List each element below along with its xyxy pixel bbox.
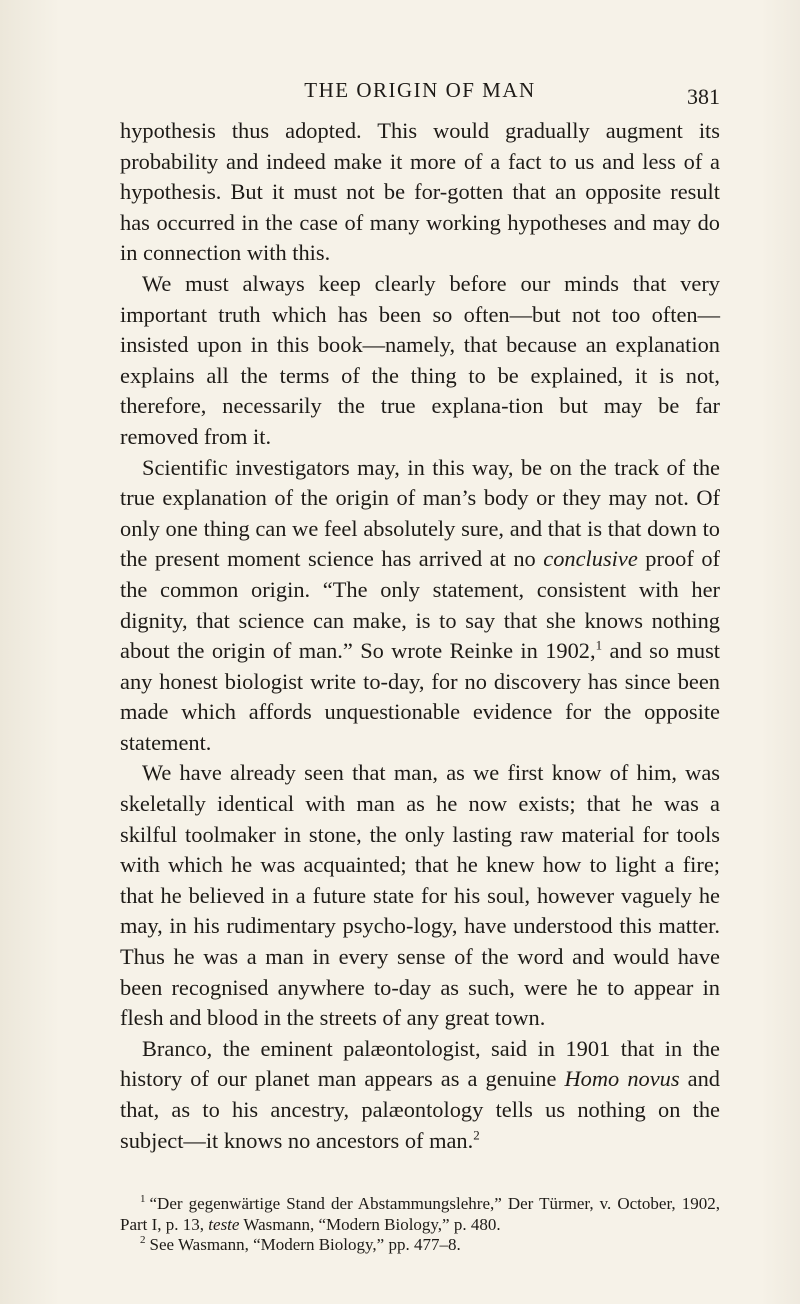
text-run: Scientific investigators may, in this way, be on the track of the true explanation of the origin of man’s body or they may not. Of only one thing can we feel absolutely sure, and that is that down to the present moment science has arrived at no [120, 454, 720, 572]
paragraph [120, 453, 720, 759]
page-number: 381 [687, 84, 720, 109]
footnote-reference: 2 [473, 1127, 480, 1143]
text-run: We have already seen that man, as we first know of him, was skeletally identical with man as he now exists; that he was a skilful toolmaker in stone, the only lasting raw material for tools with which he was acquainted; that he knew how to light a fire; that he believed in a future state for his soul, however vaguely he may, in his rudimentary psycho-logy, have understood this matter. Thus he was a man in every sense of the word and would have been recognised anywhere to-day as such, were he to appear in flesh and blood in the streets of any great town. [120, 760, 720, 1031]
footnote-mark: 1 [140, 1193, 146, 1206]
text-run: proof of the common origin. “The only statement, consistent with her dignity, that science can make, is to say that she knows nothing about the origin of man.” So wrote Reinke in 1902, [120, 546, 720, 664]
footnote-mark: 2 [140, 1234, 146, 1247]
italic-text: conclusive [543, 546, 638, 572]
footnotes [120, 1194, 720, 1256]
footnote [120, 1194, 720, 1235]
paragraph [120, 116, 720, 269]
text-run: “Der gegenwärtige Stand der Abstammungslehre,” Der Türmer, v. October, 1902, Part I, p. 13, [120, 1194, 720, 1234]
text-run: and that, as to his ancestry, palæontology tells us nothing on the subject—it knows no ancestors of man. [120, 1066, 720, 1153]
paragraph [120, 758, 720, 1033]
italic-text: Homo novus [564, 1066, 680, 1092]
paragraph [120, 269, 720, 453]
text-run: See Wasmann, “Modern Biology,” pp. 477–8. [149, 1235, 461, 1254]
footnote-reference: 1 [595, 637, 603, 653]
text-run: We must always keep clearly before our minds that very important truth which has been so often—but not too often—insisted upon in this book—namely, that because an explanation explains all the terms of the thing to be explained, it is not, therefore, necessarily the true explana-tion but may be far removed from it. [120, 270, 720, 449]
paragraph [120, 1034, 720, 1156]
text-run: Branco, the eminent palæontologist, said in 1901 that in the history of our planet man appears as a genuine [120, 1035, 720, 1092]
footnote [120, 1235, 720, 1256]
body-text [120, 116, 720, 1156]
text-run: and so must any honest biologist write to-day, for no discovery has since been made which affords unquestionable evidence for the opposite statement. [120, 638, 720, 755]
text-run: hypothesis thus adopted. This would gradually augment its probability and indeed make it more of a fact to us and less of a hypothesis. But it must not be for-gotten that an opposite result has occurred in the case of many working hypotheses and may do in connection with this. [120, 118, 720, 266]
running-title: THE ORIGIN OF MAN [304, 78, 536, 102]
italic-text: teste [208, 1214, 240, 1234]
running-head [120, 78, 720, 108]
text-run: Wasmann, “Modern Biology,” p. 480. [239, 1214, 501, 1234]
